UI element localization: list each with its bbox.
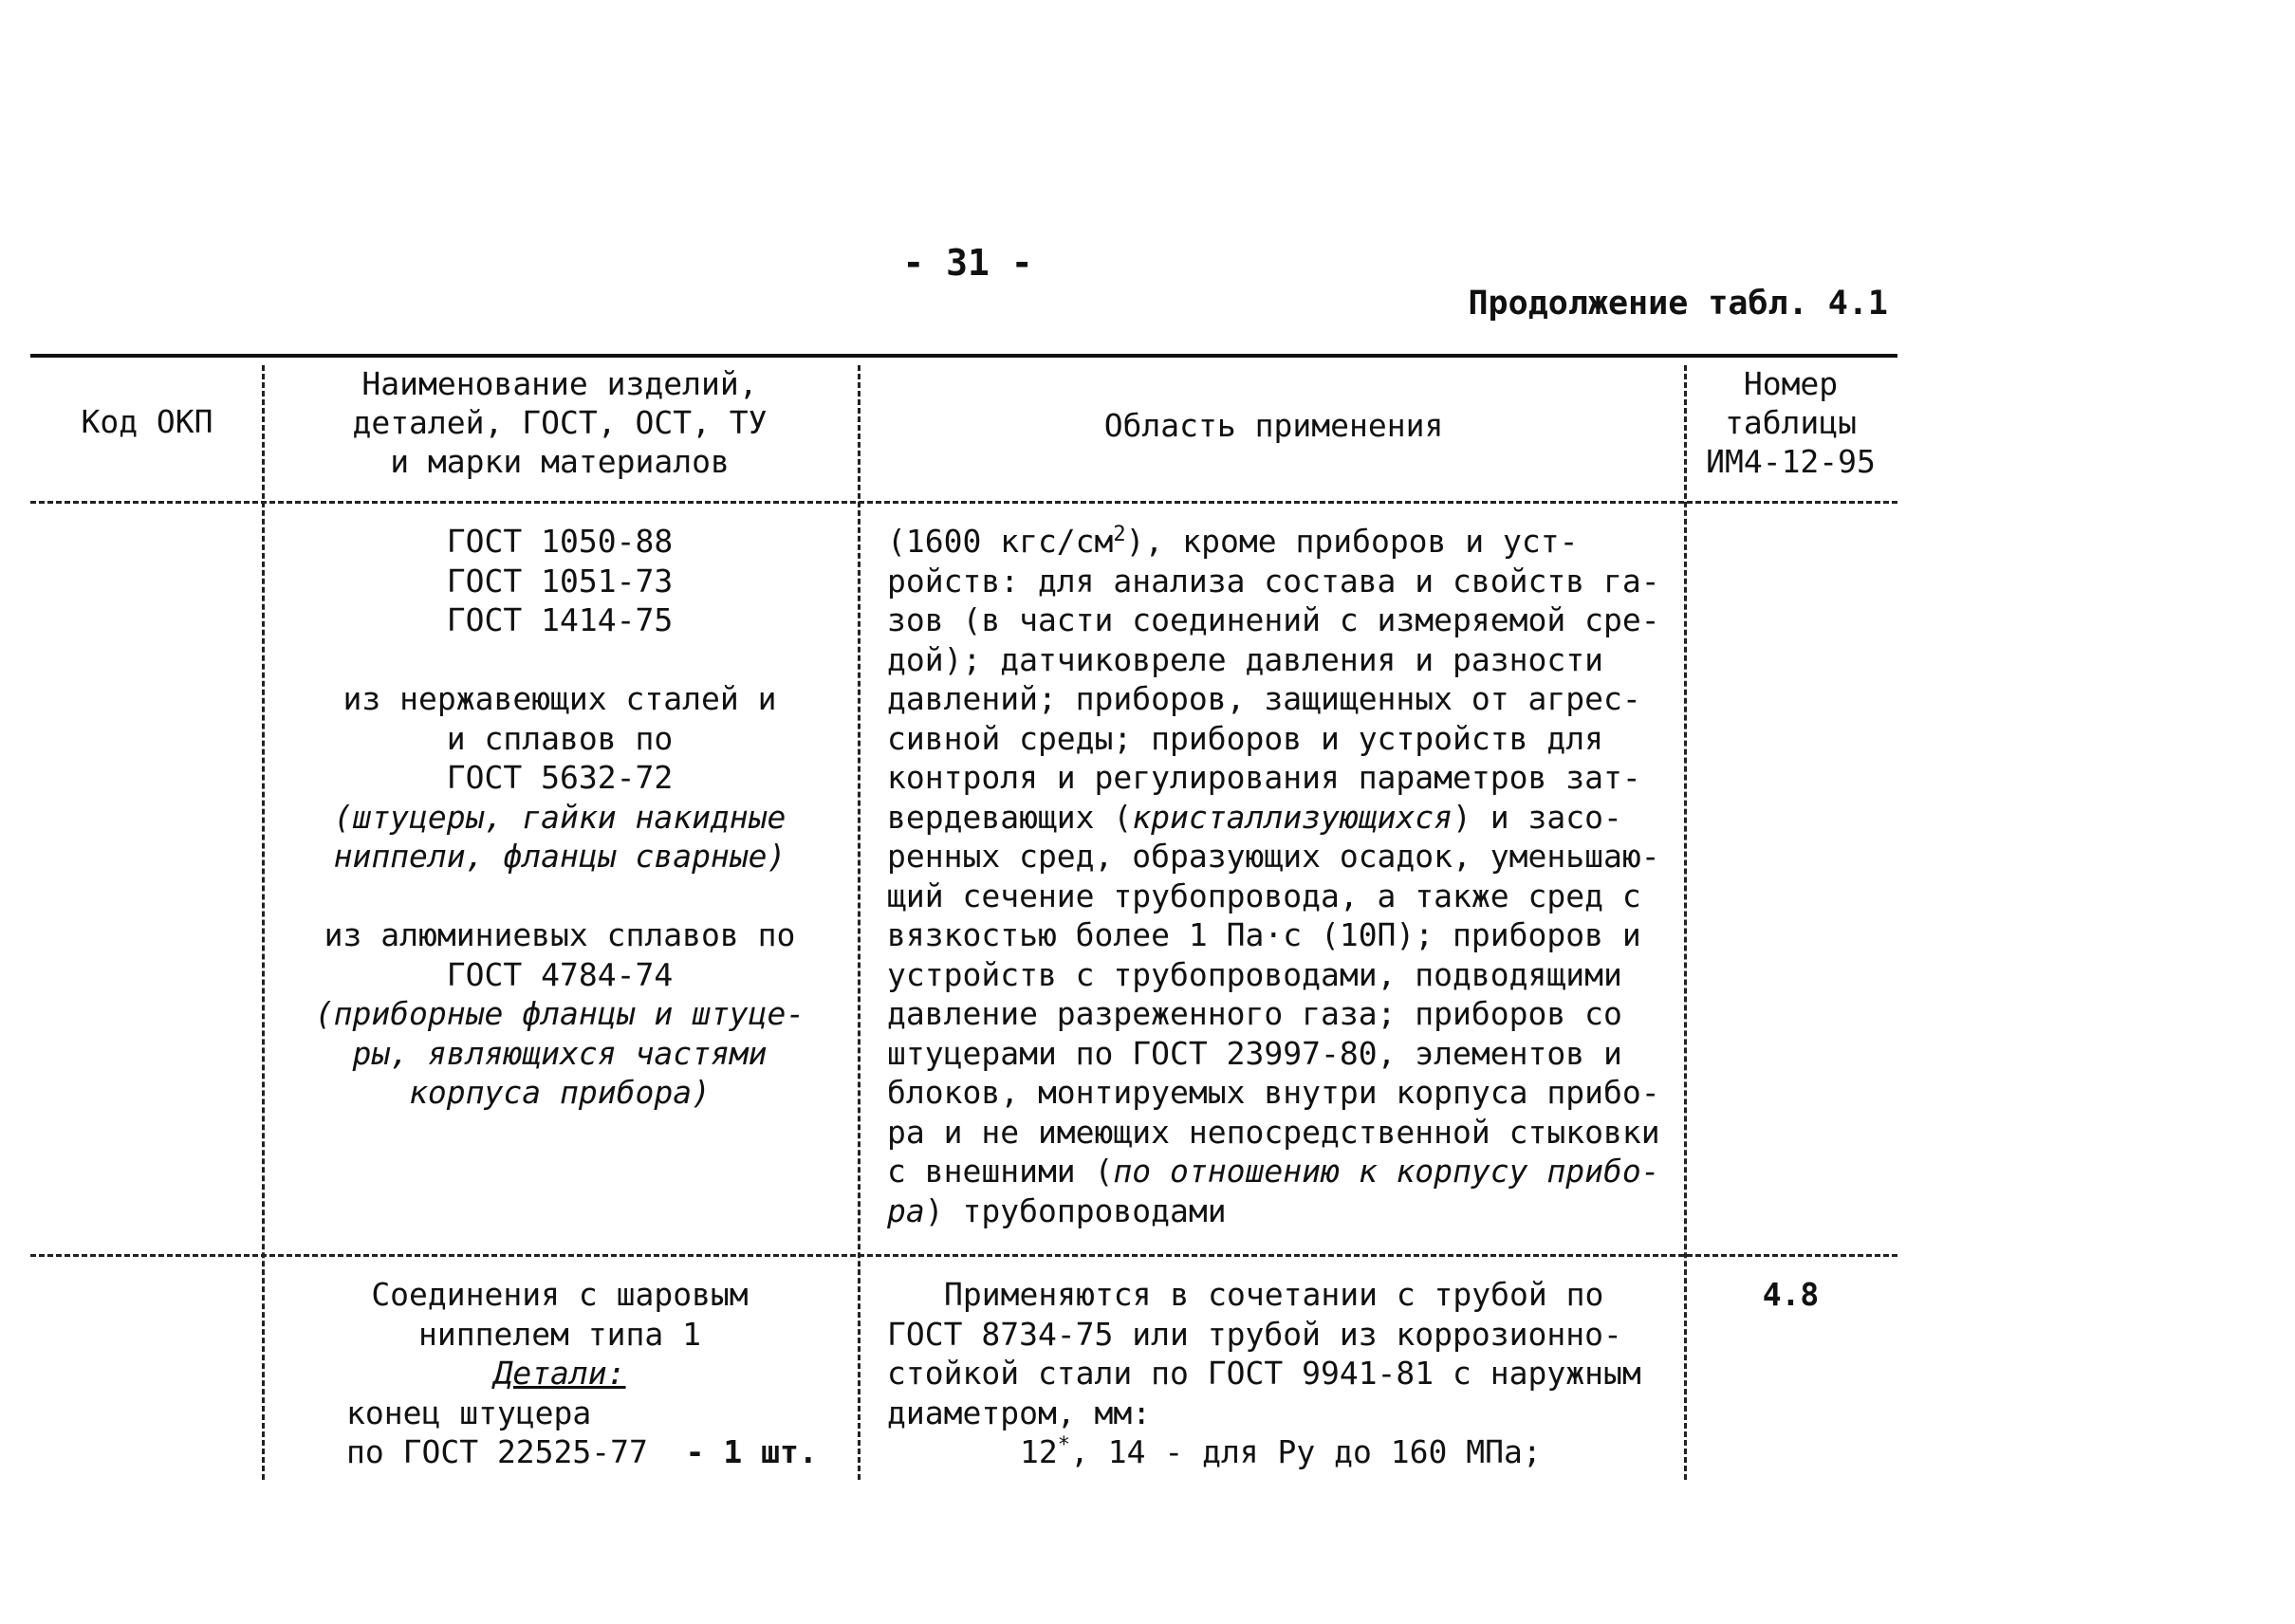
application-line: зов (в части соединений с измеряемой сре-: [887, 601, 1660, 638]
column-header-code: Код ОКП: [81, 403, 213, 440]
application-line: устройств с трубопроводами, подводящими: [887, 955, 1622, 993]
application-line: щий сечение трубопровода, а также сред с: [887, 877, 1641, 914]
row1-application-cell: [887, 522, 1670, 1230]
application-line: (1600 кгс/$см^2$), кроме приборов и уст-: [887, 523, 1579, 560]
page-number: - 31 -: [902, 242, 1033, 284]
application-line: давление разреженного газа; приборов со: [887, 995, 1622, 1032]
application-line: штуцерами по ГОСТ 23997-80, элементов и: [887, 1034, 1622, 1072]
application-line: ренных сред, образующих осадок, уменьшаю-: [887, 838, 1660, 875]
row2-name-cell: Соединения с шаровым ниппелем типа 1 Детали: конец штуцера по ГОСТ 22525-77 - 1 шт.: [346, 1276, 818, 1470]
column-divider-3: [1684, 365, 1687, 1480]
column-header-table-number: Номер таблицы ИМ4-12-95: [1706, 365, 1876, 480]
row-separator: [30, 1254, 1897, 1257]
application-line: с внешними (по отношению к корпусу прибо-: [887, 1153, 1660, 1190]
application-line: вердевающих (кристаллизующихся) и засо-: [887, 798, 1622, 836]
application-line: дой); датчиковреле давления и разности: [887, 640, 1603, 678]
application-line: давлений; приборов, защищенных от агрес-: [887, 680, 1641, 717]
application-line: ройств: для анализа состава и свойств га-: [887, 562, 1660, 600]
column-header-name: Наименование изделий, деталей, ГОСТ, ОСТ, ТУ и марки материалов: [352, 365, 768, 480]
row1-name-cell: ГОСТ 1050-88 ГОСТ 1051-73 ГОСТ 1414-75 из нержавеющих сталей и и сплавов по ГОСТ 5632-72 (штуцеры, гайки накидные ниппели, фланцы сварные) из алюминиевых сплавов по ГОСТ 4784-74 (приборные фланцы и штуце- ры, являющихся частями корпуса прибора): [314, 523, 805, 1111]
application-line: блоков, монтируемых внутри корпуса прибо-: [887, 1074, 1660, 1111]
column-header-application: Область применения: [1103, 407, 1444, 444]
column-divider-2: [858, 365, 861, 1480]
row2-table-number: 4.8: [1762, 1276, 1820, 1313]
details-label: Детали:: [493, 1355, 626, 1392]
row2-application-cell: Применяются в сочетании с трубой по ГОСТ 8734-75 или трубой из коррозионно- стойкой стали по ГОСТ 9941-81 с наружным диаметром, мм: 12*, 14 - для Ру до 160 МПа;: [887, 1276, 1641, 1470]
application-line: ра и не имеющих непосредственной стыковки: [887, 1113, 1660, 1151]
column-divider-1: [262, 365, 265, 1480]
application-line: ра) трубопроводами: [887, 1191, 1227, 1229]
header-separator: [30, 501, 1897, 504]
table-top-rule: [30, 354, 1897, 358]
application-line: сивной среды; приборов и устройств для: [887, 719, 1603, 757]
application-line: контроля и регулирования параметров зат-: [887, 759, 1641, 796]
table-continuation-label: Продолжение табл. 4.1: [1468, 285, 1888, 323]
application-line: вязкостью более 1 Па·с (10П); приборов и: [887, 916, 1641, 953]
